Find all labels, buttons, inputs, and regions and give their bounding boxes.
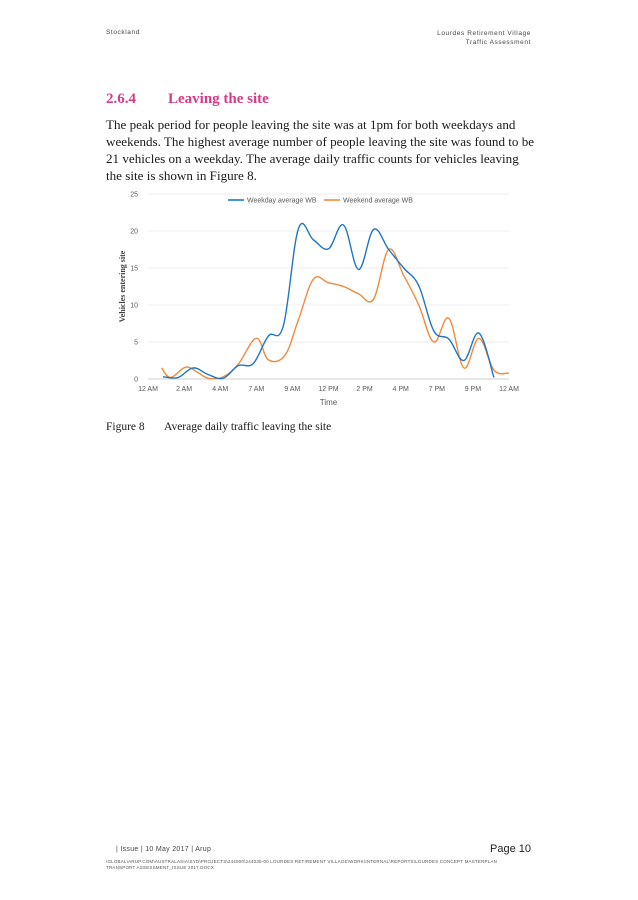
y-tick-label: 25: [130, 191, 138, 199]
x-tick-label: 4 AM: [212, 386, 229, 393]
x-tick-label: 9 PM: [464, 386, 482, 393]
x-tick-label: 7 AM: [248, 386, 265, 393]
section-title: Leaving the site: [168, 91, 269, 107]
footer-file-path: \GLOBAL\ARUP.COM\AUSTRALASIA\SYD\PROJECTS\244000\244035-00 LOURDES RETIREMENT VILLAGE\WORK\INTERNAL\REPORTS\LOURDES CONCEPT MASTERPLAN TRANSPORT ASSESSMENT_ISSUE 2017.DOCX: [106, 859, 498, 870]
x-tick-label: 2 PM: [356, 386, 373, 393]
x-tick-label: 9 AM: [284, 386, 301, 393]
section-heading: [106, 91, 269, 108]
x-tick-label: 4 PM: [392, 386, 409, 393]
x-tick-label: 2 AM: [176, 386, 193, 393]
header-project: [437, 29, 531, 47]
page-number: Page 10: [490, 843, 531, 855]
series-line-weekday: [163, 223, 494, 378]
x-tick-label: 12 AM: [499, 386, 519, 393]
header-project-title: Lourdes Retirement Village: [437, 30, 531, 37]
x-tick-label: 12 PM: [318, 386, 339, 393]
y-tick-label: 20: [130, 228, 138, 236]
y-tick-label: 0: [134, 376, 138, 384]
x-axis-title: Time: [319, 398, 338, 407]
header-company: Stockland: [106, 29, 140, 36]
y-axis-title: Vehicles entering site: [118, 250, 127, 323]
traffic-chart: [106, 182, 526, 412]
section-number: 2.6.4: [106, 91, 136, 107]
y-tick-label: 5: [134, 339, 138, 347]
y-tick-label: 10: [130, 302, 138, 310]
series-line-weekend: [162, 249, 509, 379]
footer-issue: | Issue | 10 May 2017 | Arup: [116, 846, 212, 853]
x-tick-label: 7 PM: [428, 386, 445, 393]
y-tick-label: 15: [130, 265, 138, 273]
header-document-title: Traffic Assessment: [465, 39, 531, 46]
legend-entry: Weekend average WB: [343, 197, 413, 205]
x-tick-label: 12 AM: [138, 386, 158, 393]
body-paragraph: The peak period for people leaving the site was at 1pm for both weekdays and weekends. The highest average number of people leaving the site was found to be 21 vehicles on a weekday. The average daily traffic counts for vehicles leaving the site is shown in Figure 8.: [106, 117, 535, 183]
figure-caption-text: Average daily traffic leaving the site: [164, 421, 332, 433]
legend-entry: Weekday average WB: [247, 197, 317, 205]
figure-caption: [106, 421, 331, 433]
figure-number: Figure 8: [106, 421, 145, 433]
